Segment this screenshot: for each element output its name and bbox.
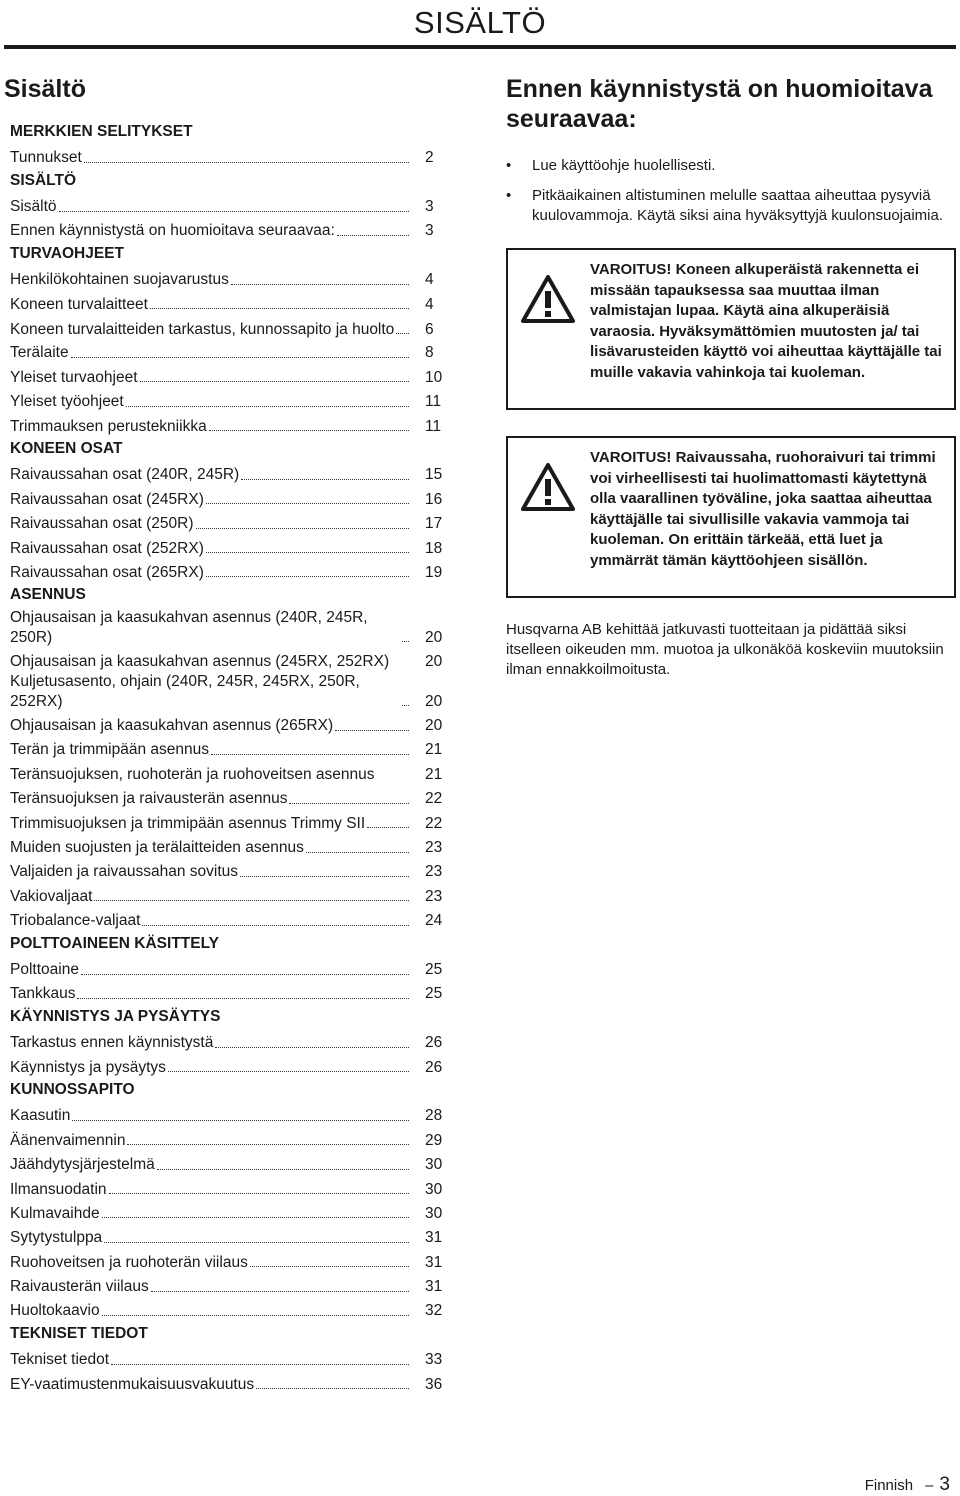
toc-page-number: 15 <box>425 466 443 484</box>
toc-page-number: 26 <box>425 1058 443 1076</box>
toc-page-number: 31 <box>425 1253 443 1271</box>
toc-entry[interactable] <box>10 834 455 858</box>
toc-entry[interactable] <box>10 559 455 583</box>
toc-entry-label: Kaasutin <box>10 1107 71 1125</box>
header-rule <box>4 45 956 49</box>
toc-page-number: 28 <box>425 1107 443 1125</box>
toc-entry[interactable] <box>10 144 455 168</box>
toc-page-number: 3 <box>425 222 434 240</box>
toc-section-heading: ASENNUS <box>10 586 86 604</box>
toc-page-number: 23 <box>425 887 443 905</box>
toc-dot-leader <box>142 924 409 926</box>
toc-entry[interactable] <box>10 761 455 785</box>
footer-page-number: 3 <box>939 1474 950 1495</box>
warning-box <box>506 248 956 410</box>
toc-entry[interactable] <box>10 218 455 242</box>
toc-page-number: 25 <box>425 985 443 1003</box>
toc-dot-leader <box>127 1143 409 1145</box>
toc-dot-leader <box>111 1363 409 1365</box>
toc-entry-label: Kuljetusasento, ohjain (240R, 245R, 245RX, 250R, 252RX) <box>10 673 360 711</box>
toc-page-number: 10 <box>425 368 443 386</box>
toc-page-number: 4 <box>425 271 434 289</box>
toc-dot-leader <box>72 1119 409 1121</box>
toc-entry[interactable] <box>10 1371 455 1395</box>
toc-page-number: 30 <box>425 1156 443 1174</box>
toc-entry[interactable] <box>10 364 455 388</box>
toc-page-number: 31 <box>425 1229 443 1247</box>
toc-entry[interactable] <box>10 1029 455 1053</box>
toc-dot-leader <box>94 899 409 901</box>
toc-entry[interactable] <box>10 712 455 736</box>
toc-dot-leader <box>102 1314 409 1316</box>
toc-entry-label: Ohjausaisan ja kaasukahvan asennus (245RX, 252RX) <box>10 652 390 670</box>
toc-dot-leader <box>335 729 409 731</box>
warning-triangle-icon <box>508 250 588 408</box>
toc-entry-label: Koneen turvalaitteiden tarkastus, kunnossapito ja huolto <box>10 320 395 338</box>
toc-page-number: 26 <box>425 1034 443 1052</box>
intro-heading: Ennen käynnistystä on huomioitava seuraavaa: <box>506 75 933 133</box>
toc-dot-leader <box>104 1241 409 1243</box>
toc-entry-label: Polttoaine <box>10 961 79 978</box>
toc-dot-leader <box>196 527 409 529</box>
toc-entry[interactable] <box>10 883 455 907</box>
toc-page-number: 22 <box>425 814 443 832</box>
toc-entry-label: Kulmavaihde <box>10 1204 100 1222</box>
toc-entry-label: Ilmansuodatin <box>10 1180 107 1198</box>
toc-entry[interactable] <box>10 535 455 559</box>
toc-section-heading: TURVAOHJEET <box>10 244 124 262</box>
toc-entry-label: Triobalance-valjaat <box>10 912 141 930</box>
toc-entry-label: Raivaussahan osat (250R) <box>10 515 194 533</box>
toc-entry-label: Terän ja trimmipään asennus <box>10 741 210 759</box>
toc-entry-label: Yleiset työohjeet <box>10 393 124 411</box>
toc-entry-label: Tarkastus ennen käynnistystä <box>10 1034 214 1052</box>
toc-dot-leader <box>84 161 409 163</box>
toc-entry[interactable] <box>10 785 455 809</box>
warning-label: VAROITUS! <box>590 261 672 278</box>
toc-entry-label: Huoltokaavio <box>10 1302 100 1320</box>
toc-dot-leader <box>81 973 409 975</box>
toc-dot-leader <box>231 283 409 285</box>
toc-entry[interactable] <box>10 266 455 290</box>
toc-dot-leader <box>140 380 409 382</box>
toc-page-number: 31 <box>425 1278 443 1296</box>
intro-column <box>506 74 956 680</box>
toc-entry[interactable] <box>10 1273 455 1297</box>
toc-page-number: 21 <box>425 741 443 759</box>
toc-entry-label: Ohjausaisan ja kaasukahvan asennus (265RX) <box>10 717 334 735</box>
toc-entry[interactable] <box>10 1200 455 1224</box>
toc-entry-label: Tunnukset <box>10 149 82 167</box>
toc-entry-label: Käynnistys ja pysäytys <box>10 1058 166 1076</box>
toc-section-heading: MERKKIEN SELITYKSET <box>10 123 193 140</box>
toc-dot-leader <box>337 234 409 236</box>
toc-entry[interactable] <box>10 1102 455 1126</box>
toc-dot-leader <box>211 753 409 755</box>
toc-entry-label: Henkilökohtainen suojavarustus <box>10 271 229 289</box>
toc-page-number: 32 <box>425 1302 443 1320</box>
toc-entry[interactable] <box>10 1127 455 1151</box>
toc-entry-label: Vakiovaljaat <box>10 887 93 905</box>
toc-entry[interactable] <box>10 1224 455 1248</box>
toc-section-heading: KUNNOSSAPITO <box>10 1081 135 1099</box>
toc-page-number: 20 <box>425 628 443 646</box>
table-of-contents <box>10 120 455 1395</box>
toc-entry-label: Raivaussahan osat (245RX) <box>10 490 204 508</box>
toc-page-number: 16 <box>425 490 443 508</box>
toc-page-number: 11 <box>425 393 442 411</box>
toc-entry[interactable] <box>10 1151 455 1175</box>
toc-entry[interactable] <box>10 340 455 364</box>
toc-dot-leader <box>157 1168 409 1170</box>
toc-page-number: 6 <box>425 320 434 338</box>
toc-entry-label: EY-vaatimustenmukaisuusvakuutus <box>10 1375 255 1393</box>
toc-entry-label: Sisältö <box>10 198 57 216</box>
toc-entry[interactable] <box>10 810 455 834</box>
warning-text <box>588 438 954 596</box>
toc-entry-label: Teränsuojuksen ja raivausterän asennus <box>10 790 288 808</box>
toc-section-heading: POLTTOAINEEN KÄSITTELY <box>10 934 219 952</box>
toc-page-number: 3 <box>425 198 434 216</box>
toc-dot-leader <box>256 1387 409 1389</box>
toc-entry[interactable] <box>10 193 455 217</box>
toc-entry-label: Raivausterän viilaus <box>10 1278 149 1296</box>
toc-page-number: 20 <box>425 717 443 735</box>
warning-triangle-icon <box>508 438 588 596</box>
toc-entry[interactable] <box>10 1298 455 1322</box>
bullet-item: • Pitkäaikainen altistuminen melulle saattaa aiheuttaa pysyviä kuulovammoja. Käytä siksi aina hyväksyttyjä kuulonsuojaimia. <box>506 186 956 226</box>
toc-dot-leader <box>250 1265 409 1267</box>
toc-entry-label: Trimmisuojuksen ja trimmipään asennus Trimmy SII <box>10 814 366 832</box>
toc-page-number: 4 <box>425 295 434 313</box>
toc-entry[interactable] <box>10 413 455 437</box>
toc-entry-label: Terälaite <box>10 344 69 362</box>
toc-entry-label: Ennen käynnistystä on huomioitava seuraavaa: <box>10 222 335 240</box>
warning-box <box>506 436 956 598</box>
toc-page-number: 23 <box>425 863 443 881</box>
toc-page-number: 19 <box>425 563 443 581</box>
toc-dot-leader <box>126 405 409 407</box>
toc-page-number: 22 <box>425 790 443 808</box>
toc-entry-label: Ruohoveitsen ja ruohoterän viilaus <box>10 1253 248 1271</box>
toc-page-number: 23 <box>425 839 443 857</box>
warning-text <box>588 250 954 408</box>
toc-entry[interactable] <box>10 956 455 980</box>
toc-dot-leader <box>102 1216 409 1218</box>
toc-dot-leader <box>396 332 409 334</box>
toc-dot-leader <box>59 210 409 212</box>
toc-dot-leader <box>77 997 409 999</box>
footer-language: Finnish <box>864 1477 914 1494</box>
toc-dot-leader <box>71 356 409 358</box>
toc-entry[interactable] <box>10 1176 455 1200</box>
toc-section-heading: KONEEN OSAT <box>10 440 123 458</box>
toc-entry[interactable] <box>10 315 455 339</box>
toc-dot-leader <box>240 875 409 877</box>
warning-body: Raivaussaha, ruohoraivuri tai trimmi voi virheellisesti tai huolimattomasti käytettynä olla vaarallinen työväline, joka saattaa aiheuttaa käyttäjälle tai sivullisille vakavia vammoja tai kuoleman. On erittäin tärkeää, että luet ja ymmärrät tämän käyttöohjeen sisällön. <box>590 449 936 569</box>
toc-entry-label: Tankkaus <box>10 985 76 1003</box>
page-header-title: SISÄLTÖ <box>413 5 547 40</box>
toc-page-number: 20 <box>425 652 443 670</box>
toc-page-number: 30 <box>425 1204 443 1222</box>
toc-entry-label: Raivaussahan osat (252RX) <box>10 539 204 557</box>
toc-section-heading: SISÄLTÖ <box>10 171 77 189</box>
toc-entry-label: Trimmauksen perustekniikka <box>10 417 207 435</box>
toc-entry-label: Tekniset tiedot <box>10 1351 110 1369</box>
toc-entry[interactable] <box>10 672 455 712</box>
page-footer <box>865 1474 950 1496</box>
toc-column <box>4 74 455 1395</box>
toc-entry[interactable] <box>10 859 455 883</box>
toc-entry[interactable] <box>10 461 455 485</box>
toc-entry-label: Teränsuojuksen, ruohoterän ja ruohoveitsen asennus <box>10 765 375 783</box>
toc-dot-leader <box>209 429 409 431</box>
toc-entry[interactable] <box>10 291 455 315</box>
toc-entry[interactable] <box>10 388 455 412</box>
toc-page-number: 30 <box>425 1180 443 1198</box>
toc-entry-label: Koneen turvalaitteet <box>10 295 148 313</box>
toc-entry-label: Raivaussahan osat (240R, 245R) <box>10 466 240 484</box>
intro-bullet-list <box>506 156 956 226</box>
bullet-item: • Lue käyttöohje huolellisesti. <box>506 156 956 176</box>
toc-entry-label: Äänenvaimennin <box>10 1131 126 1149</box>
toc-entry-label: Valjaiden ja raivaussahan sovitus <box>10 863 239 881</box>
toc-entry-label: Ohjausaisan ja kaasukahvan asennus (240R, 245R, 250R) <box>10 608 368 646</box>
toc-section-heading: KÄYNNISTYS JA PYSÄYTYS <box>10 1007 221 1025</box>
toc-dot-leader <box>289 802 409 804</box>
toc-dot-leader <box>206 502 409 504</box>
toc-page-number: 25 <box>425 961 443 978</box>
toc-entry[interactable] <box>10 981 455 1005</box>
toc-page-number: 18 <box>425 539 443 557</box>
toc-entry-label: Yleiset turvaohjeet <box>10 368 138 386</box>
toc-entry[interactable] <box>10 486 455 510</box>
toc-dot-leader <box>109 1192 409 1194</box>
warning-body: Koneen alkuperäistä rakennetta ei missään tapauksessa saa muuttaa ilman valmistajan lupaa. Käytä aina alkuperäisiä varaosia. Hyväksymättömien muutosten ja/ tai lisävarusteiden käyttö voi aiheuttaa käyttäjälle tai muille vakavia vahinkoja tai kuoleman. <box>590 261 942 381</box>
toc-dot-leader <box>150 307 409 309</box>
toc-dot-leader <box>306 851 409 853</box>
toc-entry[interactable] <box>10 907 455 931</box>
toc-page-number: 36 <box>425 1375 443 1393</box>
toc-dot-leader <box>206 551 409 553</box>
toc-section-heading: TEKNISET TIEDOT <box>10 1324 148 1342</box>
toc-page-number: 11 <box>425 417 442 435</box>
toc-entry[interactable] <box>10 510 455 534</box>
toc-entry-label: Jäähdytysjärjestelmä <box>10 1156 155 1174</box>
toc-page-number: 24 <box>425 912 443 930</box>
toc-page-number: 8 <box>425 344 434 362</box>
footer-dash: – <box>925 1477 934 1494</box>
toc-entry-label: Muiden suojusten ja terälaitteiden asennus <box>10 839 304 857</box>
toc-dot-leader <box>168 1070 409 1072</box>
toc-dot-leader <box>402 704 409 706</box>
toc-entry-label: Sytytystulppa <box>10 1229 103 1247</box>
toc-dot-leader <box>402 640 409 642</box>
toc-page-number: 29 <box>425 1131 443 1149</box>
toc-entry[interactable] <box>10 1249 455 1273</box>
toc-entry[interactable] <box>10 1054 455 1078</box>
toc-page-number: 21 <box>425 765 443 783</box>
toc-page-number: 33 <box>425 1351 443 1369</box>
toc-entry[interactable] <box>10 648 455 672</box>
toc-page-number: 2 <box>425 149 434 167</box>
toc-page-number: 20 <box>425 693 443 711</box>
toc-entry[interactable] <box>10 1346 455 1370</box>
toc-entry[interactable] <box>10 608 455 648</box>
toc-entry-label: Raivaussahan osat (265RX) <box>10 563 204 581</box>
company-notice: Husqvarna AB kehittää jatkuvasti tuotteitaan ja pidättää siksi itselleen oikeuden mm. muotoa ja ulkonäköä koskeviin muutoksiin ilman ennakkoilmoitusta. <box>506 621 944 678</box>
toc-dot-leader <box>215 1046 409 1048</box>
toc-dot-leader <box>206 575 409 577</box>
warning-label: VAROITUS! <box>590 449 672 466</box>
toc-heading: Sisältö <box>4 75 86 103</box>
toc-entry[interactable] <box>10 737 455 761</box>
toc-page-number: 17 <box>425 515 443 533</box>
toc-dot-leader <box>241 478 409 480</box>
toc-dot-leader <box>367 826 409 828</box>
toc-dot-leader <box>151 1290 409 1292</box>
